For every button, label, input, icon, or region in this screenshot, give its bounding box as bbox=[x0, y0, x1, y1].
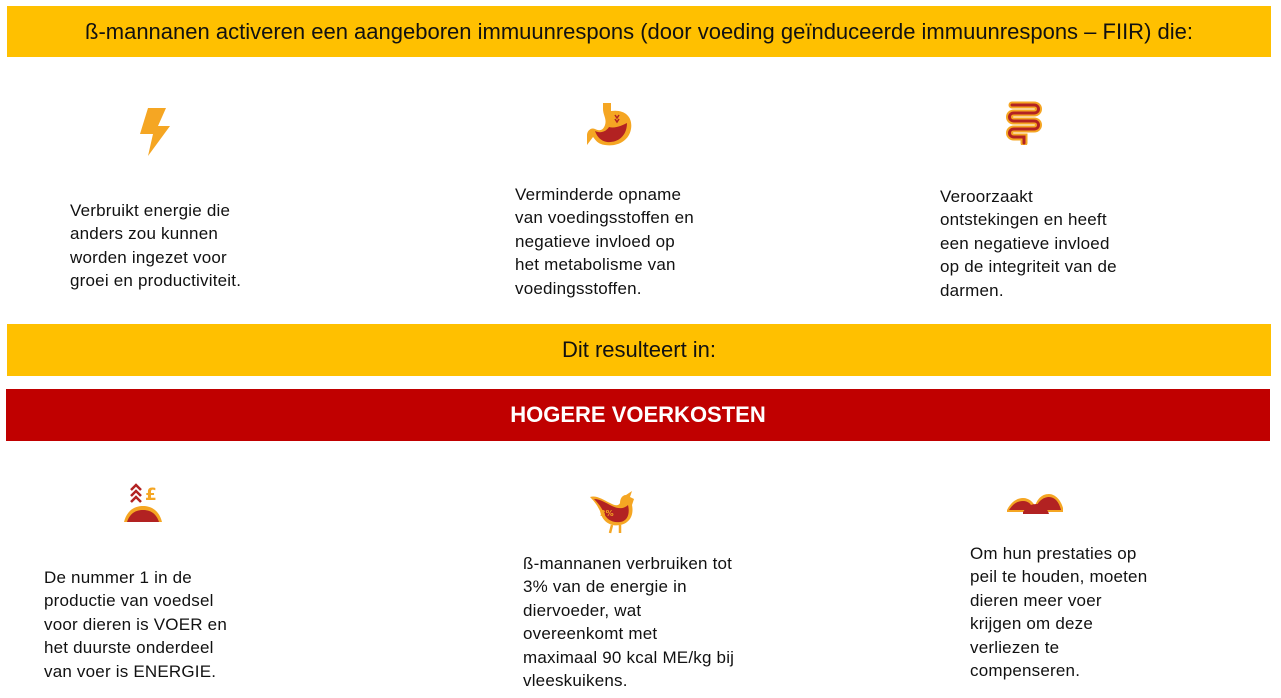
effect-text-inflammation: Veroorzaakt ontstekingen en heeft een negatieve invloed op de integriteit van de darmen. bbox=[940, 187, 1117, 300]
consequence-text-feed: De nummer 1 in de productie van voedsel voor dieren is VOER en het duurste onderdeel van voer is ENERGIE. bbox=[44, 568, 227, 681]
feed-cost-label: HOGERE VOERKOSTEN bbox=[510, 402, 766, 427]
feed-cost-increase-icon bbox=[121, 480, 165, 524]
chicken-icon-label: 3% bbox=[600, 509, 614, 518]
header-title: ß-mannanen activeren een aangeboren immuunrespons (door voeding geïnduceerde immuunrespons – FIIR) die: bbox=[85, 18, 1193, 44]
intestine-icon bbox=[1004, 101, 1044, 145]
feed-cost-banner bbox=[6, 389, 1270, 441]
feed-piles-icon bbox=[1005, 490, 1065, 516]
consequence-text-compensate: Om hun prestaties op peil te houden, moeten dieren meer voer krijgen om deze verliezen te compenseren. bbox=[970, 544, 1148, 681]
svg-text:£: £ bbox=[145, 485, 157, 505]
effect-text-energy: Verbruikt energie die anders zou kunnen worden ingezet voor groei en productiviteit. bbox=[70, 201, 242, 291]
effect-text-absorption: Verminderde opname van voedingsstoffen en negatieve invloed op het metabolisme van voedingsstoffen. bbox=[515, 185, 694, 298]
result-label: Dit resulteert in: bbox=[561, 337, 717, 362]
result-banner bbox=[7, 324, 1271, 376]
stomach-icon bbox=[585, 101, 635, 149]
chicken-energy-icon bbox=[588, 489, 640, 535]
lightning-icon bbox=[136, 106, 174, 158]
header-banner bbox=[7, 6, 1271, 57]
consequence-text-energy: ß-mannanen verbruiken tot 3% van de energie in diervoeder, wat overeenkomt met maximaal 90 kcal ME/kg bij vleeskuikens. bbox=[523, 554, 735, 691]
